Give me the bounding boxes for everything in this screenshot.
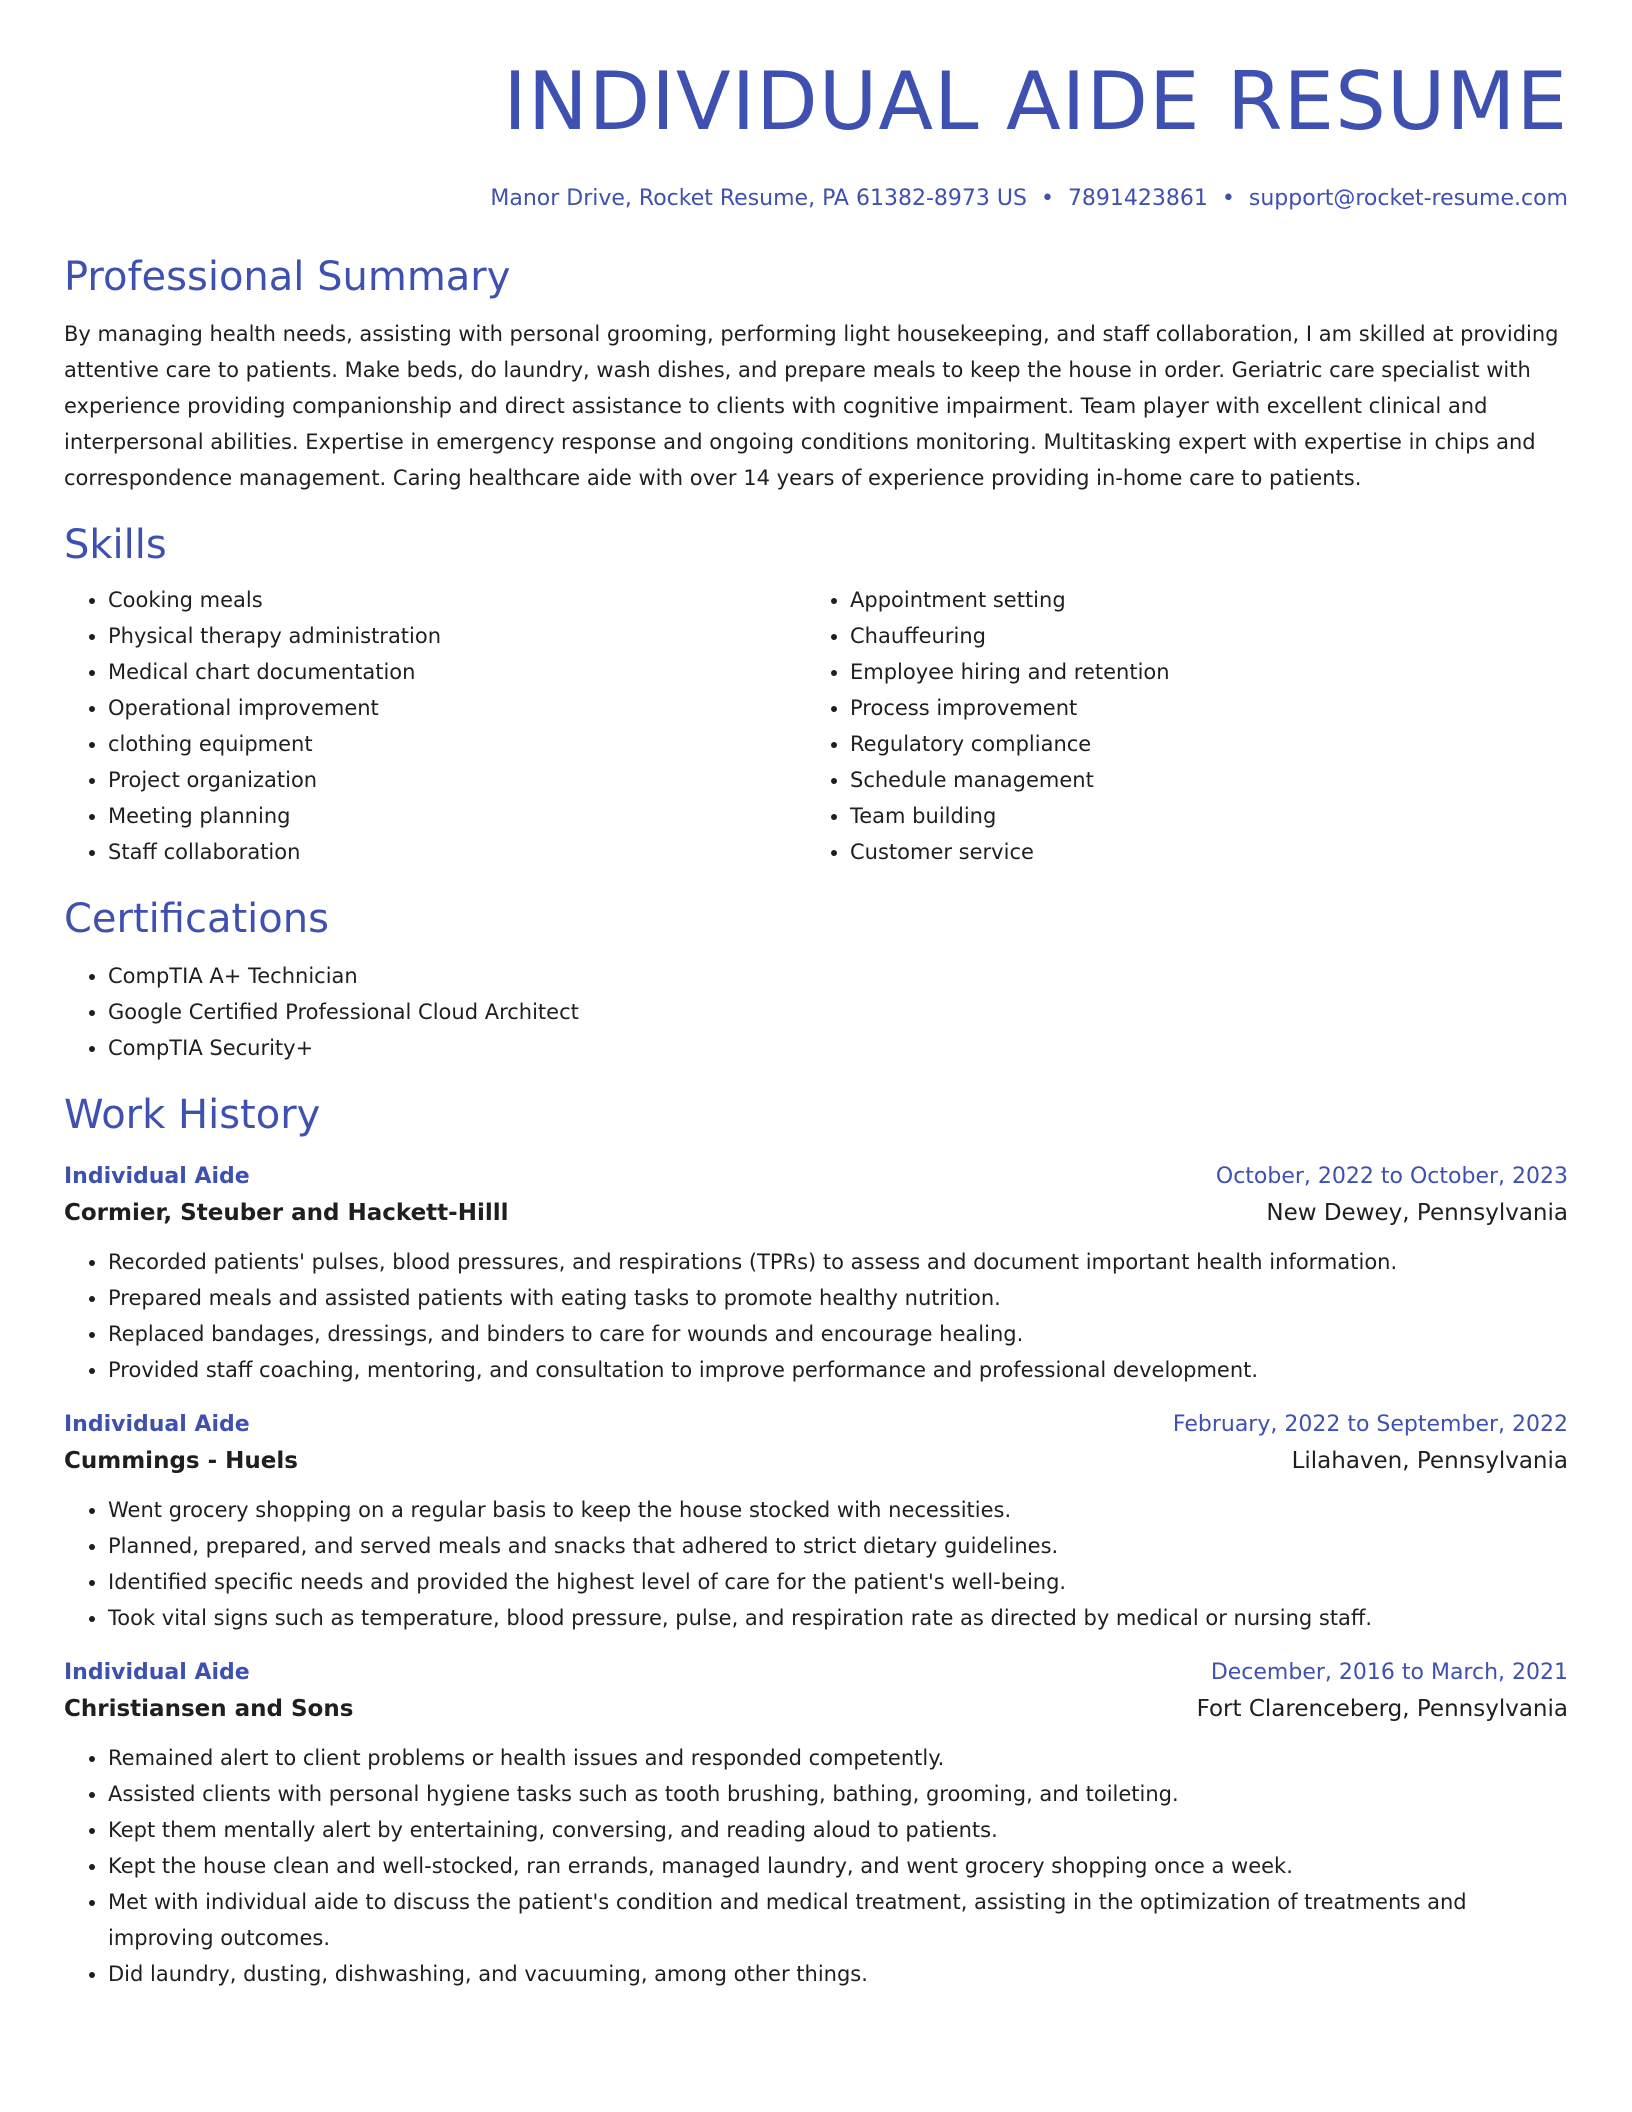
job-header: [64, 1656, 1568, 1690]
job-bullets: [64, 1740, 1568, 1992]
job-bullet: • Replaced bandages, dressings, and binders to care for wounds and encourage healing.: [108, 1316, 1568, 1352]
skill-item: • Meeting planning: [108, 798, 806, 834]
skill-item: • Operational improvement: [108, 690, 806, 726]
skill-item: • Chauffeuring: [850, 618, 1548, 654]
work-history-heading: Work History: [64, 1092, 321, 1138]
skills-list-left: [64, 582, 806, 870]
job-bullet: • Remained alert to client problems or health issues and responded competently.: [108, 1740, 1568, 1776]
certification-item: • CompTIA Security+: [108, 1030, 1568, 1066]
job-company: Christiansen and Sons: [64, 1696, 354, 1722]
job-bullet: • Recorded patients' pulses, blood pressures, and respirations (TPRs) to assess and document important health information.: [108, 1244, 1568, 1280]
skill-item: • Employee hiring and retention: [850, 654, 1548, 690]
skill-item: • Physical therapy administration: [108, 618, 806, 654]
skill-item: • Medical chart documentation: [108, 654, 806, 690]
work-history-section: [64, 1090, 1568, 1992]
contact-separator: •: [1221, 186, 1235, 211]
skill-item: • clothing equipment: [108, 726, 806, 762]
job-bullet: • Planned, prepared, and served meals and snacks that adhered to strict dietary guidelines.: [108, 1528, 1568, 1564]
job-entry: [64, 1656, 1568, 1992]
job-dates: October, 2022 to October, 2023: [1215, 1164, 1568, 1189]
job-bullet: • Identified specific needs and provided the highest level of care for the patient's well-being.: [108, 1564, 1568, 1600]
job-bullet: • Met with individual aide to discuss the patient's condition and medical treatment, assisting in the optimization of treatments and improving outcomes.: [108, 1884, 1568, 1956]
job-title: Individual Aide: [64, 1164, 250, 1189]
job-bullets: [64, 1492, 1568, 1636]
certification-item: • CompTIA A+ Technician: [108, 958, 1568, 994]
job-subheader: [64, 1194, 1568, 1232]
contact-email[interactable]: support@rocket-resume.com: [1248, 186, 1568, 211]
skill-item: • Process improvement: [850, 690, 1548, 726]
job-bullet: • Prepared meals and assisted patients with eating tasks to promote healthy nutrition.: [108, 1280, 1568, 1316]
skills-heading: Skills: [64, 522, 167, 568]
job-header: [64, 1160, 1568, 1194]
job-bullet: • Did laundry, dusting, dishwashing, and vacuuming, among other things.: [108, 1956, 1568, 1992]
contact-separator: •: [1040, 186, 1054, 211]
certification-item: • Google Certified Professional Cloud Architect: [108, 994, 1568, 1030]
job-bullet: • Kept the house clean and well-stocked, ran errands, managed laundry, and went grocery shopping once a week.: [108, 1848, 1568, 1884]
job-entry: [64, 1160, 1568, 1388]
skills-list-right: [806, 582, 1548, 870]
job-company: Cormier, Steuber and Hackett-Hilll: [64, 1200, 509, 1226]
skill-item: • Appointment setting: [850, 582, 1548, 618]
resume-title: INDIVIDUAL AIDE RESUME: [503, 55, 1568, 148]
job-title: Individual Aide: [64, 1412, 250, 1437]
job-subheader: [64, 1690, 1568, 1728]
skill-item: • Regulatory compliance: [850, 726, 1548, 762]
skill-item: • Staff collaboration: [108, 834, 806, 870]
job-location: Fort Clarenceberg, Pennsylvania: [1196, 1696, 1568, 1722]
skill-item: • Customer service: [850, 834, 1548, 870]
job-bullet: • Took vital signs such as temperature, blood pressure, pulse, and respiration rate as directed by medical or nursing staff.: [108, 1600, 1568, 1636]
job-dates: February, 2022 to September, 2022: [1172, 1412, 1568, 1437]
skill-item: • Schedule management: [850, 762, 1548, 798]
job-subheader: [64, 1442, 1568, 1480]
skills-grid: [64, 570, 1568, 870]
certifications-list: [64, 958, 1568, 1066]
job-dates: December, 2016 to March, 2021: [1210, 1660, 1568, 1685]
job-header: [64, 1408, 1568, 1442]
job-bullets: [64, 1244, 1568, 1388]
summary-text: By managing health needs, assisting with personal grooming, performing light housekeeping, and staff collaboration, I am skilled at providing attentive care to patients. Make beds, do laundry, wash dishes, and prepare meals to keep the house in order. Geriatric care specialist with experience providing companionship and direct assistance to clients with cognitive impairment. Team player with excellent clinical and interpersonal abilities. Expertise in emergency response and ongoing conditions monitoring. Multitasking expert with expertise in chips and correspondence management. Caring healthcare aide with over 14 years of experience providing in-home care to patients.: [64, 322, 1559, 490]
job-bullet: • Kept them mentally alert by entertaining, conversing, and reading aloud to patients.: [108, 1812, 1568, 1848]
skills-section: [64, 520, 1568, 870]
job-entry: [64, 1408, 1568, 1636]
certifications-section: [64, 894, 1568, 1066]
contact-address: Manor Drive, Rocket Resume, PA 61382-8973 US: [490, 186, 1027, 211]
contact-phone: 7891423861: [1067, 186, 1208, 211]
skill-item: • Cooking meals: [108, 582, 806, 618]
job-title: Individual Aide: [64, 1660, 250, 1685]
job-location: Lilahaven, Pennsylvania: [1291, 1448, 1568, 1474]
certifications-heading: Certifications: [64, 896, 329, 942]
job-location: New Dewey, Pennsylvania: [1266, 1200, 1568, 1226]
job-bullet: • Went grocery shopping on a regular basis to keep the house stocked with necessities.: [108, 1492, 1568, 1528]
summary-heading: Professional Summary: [64, 254, 511, 300]
skill-item: • Project organization: [108, 762, 806, 798]
job-company: Cummings - Huels: [64, 1448, 298, 1474]
job-bullet: • Assisted clients with personal hygiene tasks such as tooth brushing, bathing, grooming, and toileting.: [108, 1776, 1568, 1812]
contact-line: [64, 184, 1568, 214]
skill-item: • Team building: [850, 798, 1548, 834]
job-bullet: • Provided staff coaching, mentoring, and consultation to improve performance and professional development.: [108, 1352, 1568, 1388]
